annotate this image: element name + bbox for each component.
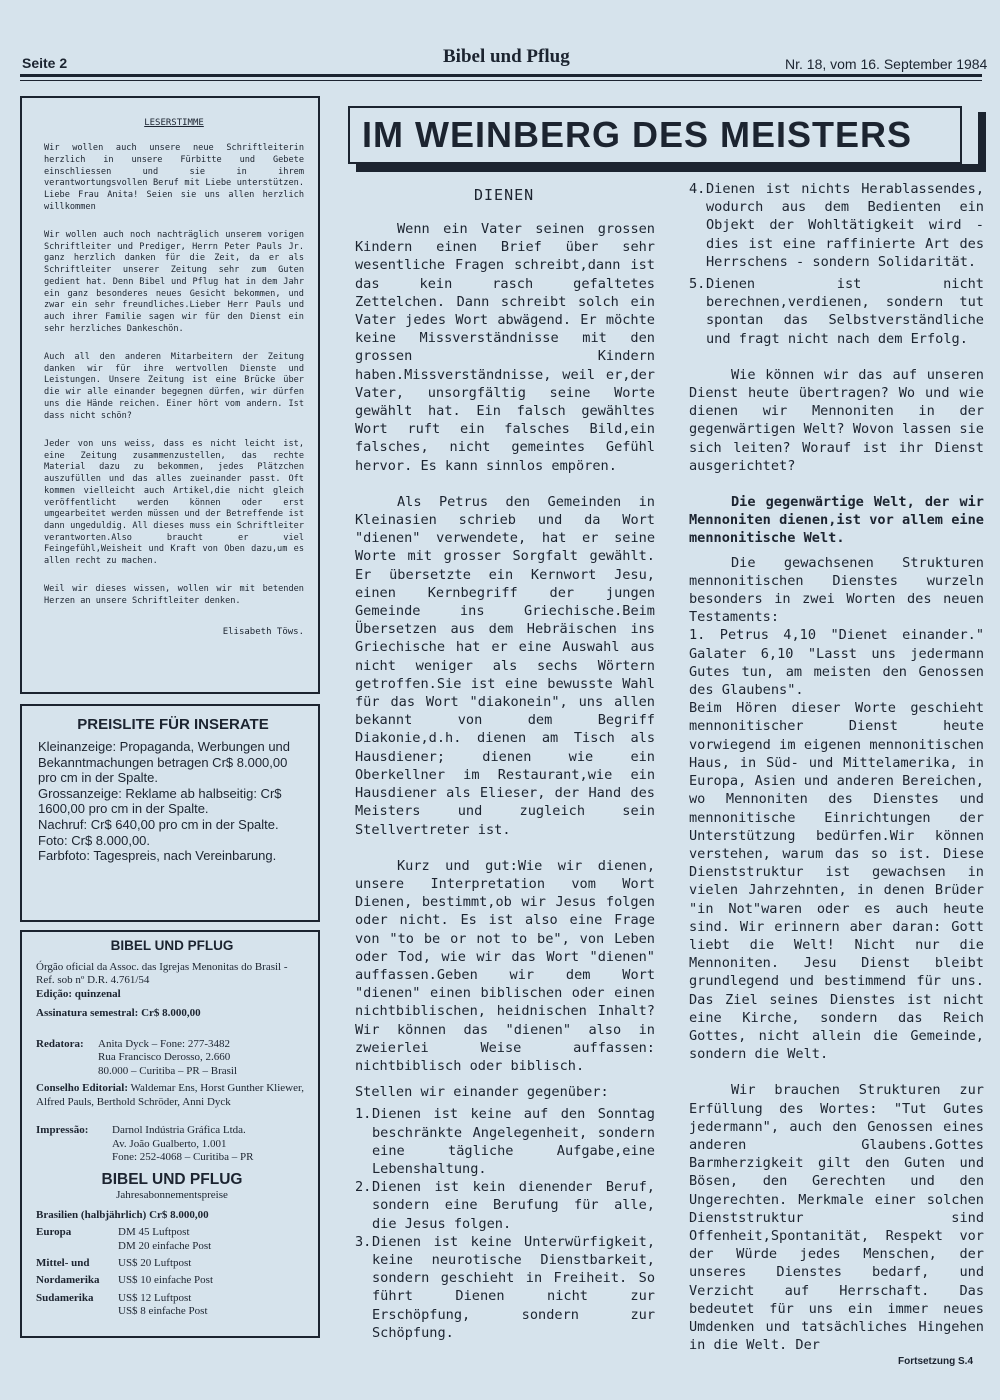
article-paragraph: Als Petrus den Gemeinden in Kleinasien schrieb und da Wort "dienen" verwendete, hat er seine Worte mit grosser Sorgfalt gewählt. Er übersetzte ein Kernwort Jesu, einen Kernbegriff der jungen Gemeinde ins Griechische.Beim Übersetzen aus dem Hebräischen ins Griechische hat er eine Auswahl aus nicht weniger als sechs Wörtern getroffen.Sie ist eine bewusste Wahl für das Wort "diakonein", uns allen bekannt von dem Begriff Diakonie,d.h. dienen am Tisch als Hausdiener; dienen wie ein Oberkellner im Restaurant,wie ein Hausdiener als Elieser, der Hand des Meisters und zugleich sein Stellvertreter ist. — [355, 493, 655, 838]
subscription-label: Mittel- und — [36, 1256, 90, 1269]
article-paragraph: Wie können wir das auf unseren Dienst heute übertragen? Wo und wie dienen wir Mennoniten in der gegenwärtigen Welt? Wovon lassen sie sich leiten? Worauf ist ihr Dienst ausgerichtet? — [689, 366, 984, 474]
section-banner: IM WEINBERG DES MEISTERS — [348, 106, 962, 164]
list-item — [689, 275, 984, 348]
list-number: 4. — [689, 181, 706, 197]
subscription-row — [36, 1274, 308, 1287]
newspaper-title: Bibel und Pflug — [443, 46, 570, 67]
subscription-value: Cr$ 8.000,00 — [149, 1208, 209, 1221]
subscription-value: US$ 12 Luftpost US$ 8 einfache Post — [118, 1291, 208, 1318]
list-item — [355, 1178, 655, 1233]
list-text: Dienen ist nicht berechnen,verdienen, sondern tut spontan das Selbstverständliche und fragt nicht nach dem Erfolg. — [706, 276, 984, 347]
subscription-label: Brasilien (halbjährlich) — [36, 1208, 147, 1221]
conselho-label: Conselho Editorial: — [36, 1082, 128, 1095]
subscription-label: Sudamerika — [36, 1291, 94, 1304]
price-line: Nachruf: Cr$ 640,00 pro cm in der Spalte. — [38, 816, 279, 832]
impressum-subscription: Assinatura semestral: Cr$ 8.000,00 — [36, 1007, 201, 1020]
leserstimme-title: LESERSTIMME — [144, 117, 204, 128]
price-line: Foto: Cr$ 8.000,00. — [38, 832, 151, 848]
article-paragraph: Beim Hören dieser Worte geschieht mennonitischer Dienst heute vorwiegend im eigenen mennonitischen Haus, in Süd- und Mittelamerika, in Europa, Asien und anderen Bereichen, wo Mennoniten des Dienstes und mennonitische Einrichtungen der Unterstützung bedürfen.Wir können verstehen, warum das so ist. Diese Dienststruktur ist gewachsen in vielen Jahrzehnten, in denen Brüder "in Not"waren oder es auch heute sind. Wir erinnern aber daran: Gott liebt die Welt! Nicht nur die Mennoniten. Jesu Dienst bleibt grundlegend und bestimmend für uns. Das Ziel seines Dienstes ist nicht eine Kirche, sondern das Reich Gottes, nicht allein die Gemeinde, sondern die Welt. — [689, 700, 984, 1063]
list-number: 3. — [355, 1233, 372, 1250]
impressum-organ: Órgão oficial da Assoc. das Igrejas Menonitas do Brasil - Ref. sob nº D.R. 4.761/54 — [36, 961, 288, 987]
redatora-label: Redatora: — [36, 1038, 84, 1051]
subscription-row — [36, 1226, 308, 1253]
article-paragraph: Kurz und gut:Wie wir dienen, unsere Interpretation vom Wort Dienen, bestimmt,ob wir Jesus folgen oder nicht. Es ist also eine Frage von "to be or not to be", von Leben oder Tod, wie wir das Wort "dienen" auffassen.Geben wir dem Wort "dienen" einen biblischen oder einen nichtbiblischen, heidnischen Inhalt? Wir können das "dienen" also in zweierlei Weise auffassen: nichtbiblisch oder biblisch. — [355, 857, 655, 1074]
redatora-value: Anita Dyck – Fone: 277-3482 Rua Francisco Derosso, 2.660 80.000 – Curitiba – PR – Brasil — [98, 1038, 238, 1077]
list-number: 5. — [689, 276, 706, 293]
article-column-2 — [689, 180, 984, 1354]
impressum-box — [20, 930, 320, 1338]
leserstimme-paragraph: Wir wollen auch noch nachträglich unserem vorigen Schriftleiter und Prediger, Herrn Peter Pauls Jr. ganz herzlich danken für die Zeit, da er als Schriftleiter unserer Zeitung sehr zum Guten gedient hat. Denn Bibel und Pflug hat in dem Jahr ein ganz besonderes neues Gesicht bekommen, und zwar ein sehr freundliches.Lieber Herr Pauls und auch ihrer Familie sagen wir für den Dienst ein sehr herzliches Dankeschön. — [44, 230, 304, 334]
list-number: 1. — [355, 1106, 372, 1123]
leserstimme-paragraph: Weil wir dieses wissen, wollen wir mit betenden Herzen an unsere Schriftleiter denken. — [44, 584, 304, 607]
price-line: Farbfoto: Tagespreis, nach Vereinbarung. — [38, 848, 277, 864]
leserstimme-signature: Elisabeth Töws. — [222, 626, 304, 637]
subscription-value: US$ 20 Luftpost — [118, 1256, 192, 1269]
impressum-edition: Edição: quinzenal — [36, 987, 121, 1000]
leserstimme-paragraph: Wir wollen auch unsere neue Schriftleiterin herzlich in unsere Fürbitte und Gebete einschliessen und sie in ihrem verantwortungsvollen Beruf mit Liebe unterstützen. Liebe Frau Anita! Seien sie uns allen herzlich willkommen — [44, 143, 304, 212]
conselho-value: Waldemar Ens, Horst Gunther Kliewer, Alfred Pauls, Berthold Schröder, Anni Dyck — [36, 1082, 304, 1108]
price-list-box — [20, 704, 320, 922]
article-paragraph: 1. Petrus 4,10 "Dienet einander." Galater 6,10 "Lasst uns jedermann Gutes tun, am meisten den Genossen des Glaubens". — [689, 627, 984, 699]
price-line: Grossanzeige: Reklame ab halbseitig: Cr$ 1600,00 pro cm in der Spalte. — [38, 785, 282, 817]
header-rule-thin — [20, 80, 982, 81]
impressum-title: BIBEL UND PFLUG — [110, 938, 234, 953]
header-rule-thick — [20, 74, 982, 77]
article-paragraph: Wir brauchen Strukturen zur Erfüllung des Wortes: "Tut Gutes jedermann", auch den Genossen eines anderen Glaubens.Gottes Barmherzigkeit gilt den Guten und Bösen, den Gerechten und den Ungerechten. Merkmale einer solchen Dienststruktur sind Offenheit,Spontanität, Respekt vor der Würde jedes Menschen, der unseres Dienstes bedarf, und Verzicht auf Herrschaft. Das bedeutet für uns ein immer neues Umdenken und tatsächliches Hingehen in die Welt. Der — [689, 1082, 984, 1354]
subscription-row — [36, 1292, 308, 1319]
subscription-title: BIBEL UND PFLUG — [101, 1170, 243, 1188]
article-bold-paragraph: Die gegenwärtige Welt, der wir Mennoniten dienen,ist vor allem eine mennonitische Welt. — [689, 494, 984, 547]
continued-note: Fortsetzung S.4 — [898, 1356, 974, 1367]
subscription-row — [36, 1209, 308, 1222]
leserstimme-paragraph: Auch all den anderen Mitarbeitern der Zeitung danken wir für ihre wertvollen Dienste und Leistungen. Unsere Zeitung ist eine Brücke über die wir alle einander begegnen dürfen, wir dürfen uns die Hände reichen. Einer hört vom andern. Ist dass nicht schön? — [44, 352, 304, 421]
conselho-row — [36, 1082, 308, 1109]
list-text: Dienen ist keine Unterwürfigkeit, keine neurotische Dienstbarkeit, sondern geschieht in Freiheit. So führt Dienen nicht zur Erschöpfung, sondern zur Schöpfung. — [372, 1233, 655, 1341]
article-paragraph: Wenn ein Vater seinen grossen Kindern einen Brief über sehr wesentliche Fragen schreibt,dann ist das kein rasch gefaltetes Zettelchen. Dann schreibt solch ein Vater jedes Wort abwägend. Er möchte keine Missverständnisse mit den grossen Kindern haben.Missverständnisse, weil er,der Vater, unsorgfältig seine Worte gewählt hat. Ein falsch gewähltes Wort ruft ein falsches Bild,ein falsches, nicht gemeintes Gefühl hervor. Es kann sinnlos empören. — [355, 221, 655, 474]
list-number: 2. — [355, 1179, 372, 1196]
list-text: Dienen ist nichts Herablassendes, wodurch aus dem Bedienten ein Objekt der Wohltätigkeit wird - dies ist eine raffinierte Art des Herrschens - sondern Solidarität. — [706, 181, 984, 270]
list-item — [355, 1105, 655, 1178]
subscription-row — [36, 1257, 308, 1270]
price-line: Kleinanzeige: Propaganda, Werbungen und Bekanntmachungen betragen Cr$ 8.000,00 pro cm in der Spalte. — [38, 739, 291, 786]
article-column-1 — [355, 220, 655, 1342]
article-paragraph: Die gewachsenen Strukturen mennonitischen Dienstes wurzeln besonders in zwei Worten des neuen Testaments: — [689, 554, 984, 626]
issue-info: Nr. 18, vom 16. September 1984 — [785, 56, 988, 72]
list-text: Dienen ist kein dienender Beruf, sondern eine Berufung für alle, die Jesus folgen. — [372, 1179, 655, 1232]
subscription-label: Europa — [36, 1226, 72, 1239]
article-paragraph: Stellen wir einander gegenüber: — [355, 1084, 609, 1101]
leserstimme-paragraph: Jeder von uns weiss, dass es nicht leicht ist, eine Zeitung zusammenzustellen, das rechte Material dazu zu bekommen, jedes Plätzchen auszufüllen und das alles zueinander passt. Oft kommen vielleicht auch Artikel,die nicht gleich veröffentlicht werden können oder erst umgearbeitet werden müssen und der Betreffende ist dann ungeduldig. All dieses muss ein Schriftleiter verantworten.Also braucht er viel Feingefühl,Weisheit und Kraft von Oben dazu,um es allen recht zu machen. — [44, 438, 304, 567]
subscription-subtitle: Jahresabonnementspreise — [116, 1188, 228, 1201]
subscription-value: US$ 10 einfache Post — [118, 1274, 214, 1287]
impressao-label: Impressão: — [36, 1124, 89, 1137]
list-item — [355, 1233, 655, 1342]
leserstimme-box — [20, 96, 320, 694]
article-title: DIENEN — [474, 186, 535, 204]
impressao-value: Darnol Indústria Gráfica Ltda. Av. João Gualberto, 1.001 Fone: 252-4068 – Curitiba – PR — [112, 1124, 254, 1164]
list-item — [689, 180, 984, 271]
list-text: Dienen ist keine auf den Sonntag beschränkte Angelegenheit, sondern eine tägliche Aufgabe,eine Lebenshaltung. — [372, 1106, 655, 1177]
subscription-label: Nordamerika — [36, 1274, 100, 1287]
price-list-title: PREISLITE FÜR INSERATE — [77, 716, 269, 733]
page-number: Seite 2 — [22, 55, 68, 71]
subscription-value: DM 45 Luftpost DM 20 einfache Post — [118, 1226, 212, 1252]
